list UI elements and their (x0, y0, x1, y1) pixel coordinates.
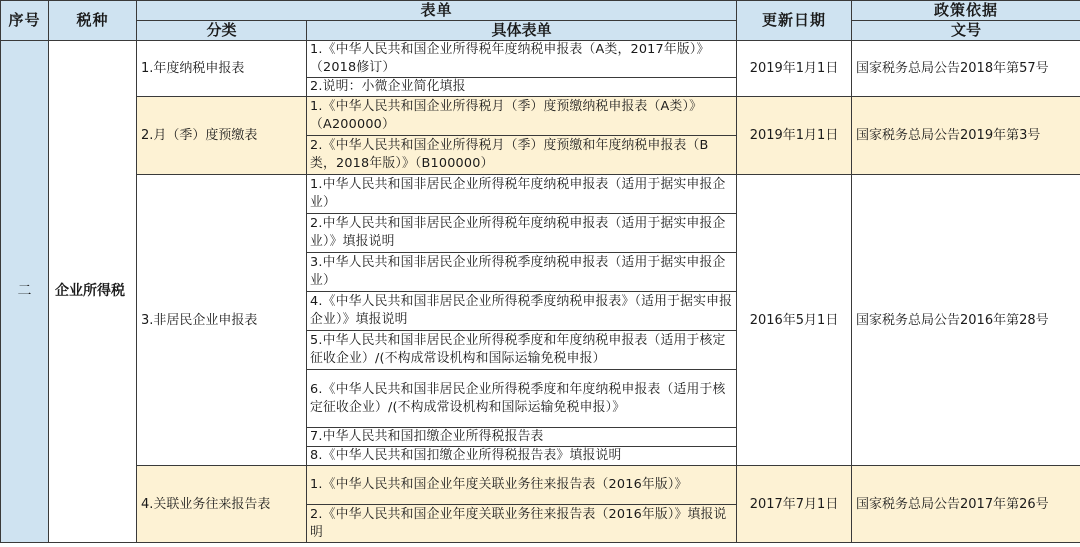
header-policy-group: 政策依据 (852, 1, 1080, 21)
table-row (1, 175, 1080, 214)
form-cell: 2.《中华人民共和国企业年度关联业务往来报告表（2016年版）》填报说明 (307, 505, 737, 543)
header-form-group: 表单 (137, 1, 737, 21)
row-tax-type: 企业所得税 (49, 41, 137, 543)
doc-number: 国家税务总局公告2017年第26号 (852, 466, 1080, 543)
form-cell: 8.《中华人民共和国扣缴企业所得税报告表》填报说明 (307, 447, 737, 466)
form-cell: 4.《中华人民共和国非居民企业所得税季度纳税申报表》（适用于据实申报企业）》填报说明 (307, 292, 737, 331)
form-cell: 2.说明：小微企业简化填报 (307, 78, 737, 97)
category-label: 3.非居民企业申报表 (137, 175, 307, 466)
header-update-date: 更新日期 (737, 1, 852, 41)
header-row-2 (1, 21, 1080, 41)
form-cell: 2.中华人民共和国非居民企业所得税年度纳税申报表（适用于据实申报企业）》填报说明 (307, 214, 737, 253)
header-specific-form: 具体表单 (307, 21, 737, 41)
update-date: 2019年1月1日 (737, 97, 852, 175)
form-cell: 1.《中华人民共和国企业所得税月（季）度预缴纳税申报表（A类）》（A200000） (307, 97, 737, 136)
form-cell: 3.中华人民共和国非居民企业所得税季度纳税申报表（适用于据实申报企业） (307, 253, 737, 292)
update-date: 2019年1月1日 (737, 41, 852, 97)
update-date: 2017年7月1日 (737, 466, 852, 543)
doc-number: 国家税务总局公告2019年第3号 (852, 97, 1080, 175)
form-cell: 7.中华人民共和国扣缴企业所得税报告表 (307, 428, 737, 447)
table-row (1, 97, 1080, 136)
table-row (1, 41, 1080, 78)
doc-number: 国家税务总局公告2016年第28号 (852, 175, 1080, 466)
form-cell: 1.《中华人民共和国企业年度关联业务往来报告表（2016年版）》 (307, 466, 737, 505)
header-category: 分类 (137, 21, 307, 41)
header-row-1 (1, 1, 1080, 21)
header-seq: 序号 (1, 1, 49, 41)
header-doc-no: 文号 (852, 21, 1080, 41)
category-label: 2.月（季）度预缴表 (137, 97, 307, 175)
table-row (1, 466, 1080, 505)
form-cell: 6.《中华人民共和国非居民企业所得税季度和年度纳税申报表（适用于核定征收企业）/(不构成常设机构和国际运输免税申报）》 (307, 370, 737, 428)
category-label: 4.关联业务往来报告表 (137, 466, 307, 543)
category-label: 1.年度纳税申报表 (137, 41, 307, 97)
form-cell: 1.《中华人民共和国企业所得税年度纳税申报表（A类，2017年版）》（2018修订） (307, 41, 737, 78)
header-tax-type: 税种 (49, 1, 137, 41)
form-cell: 1.中华人民共和国非居民企业所得税年度纳税申报表（适用于据实申报企业） (307, 175, 737, 214)
doc-number: 国家税务总局公告2018年第57号 (852, 41, 1080, 97)
form-cell: 5.中华人民共和国非居民企业所得税季度和年度纳税申报表（适用于核定征收企业）/(不构成常设机构和国际运输免税申报） (307, 331, 737, 370)
update-date: 2016年5月1日 (737, 175, 852, 466)
row-seq: 二 (1, 41, 49, 543)
form-cell: 2.《中华人民共和国企业所得税月（季）度预缴和年度纳税申报表（B类，2018年版）》（B100000） (307, 136, 737, 175)
